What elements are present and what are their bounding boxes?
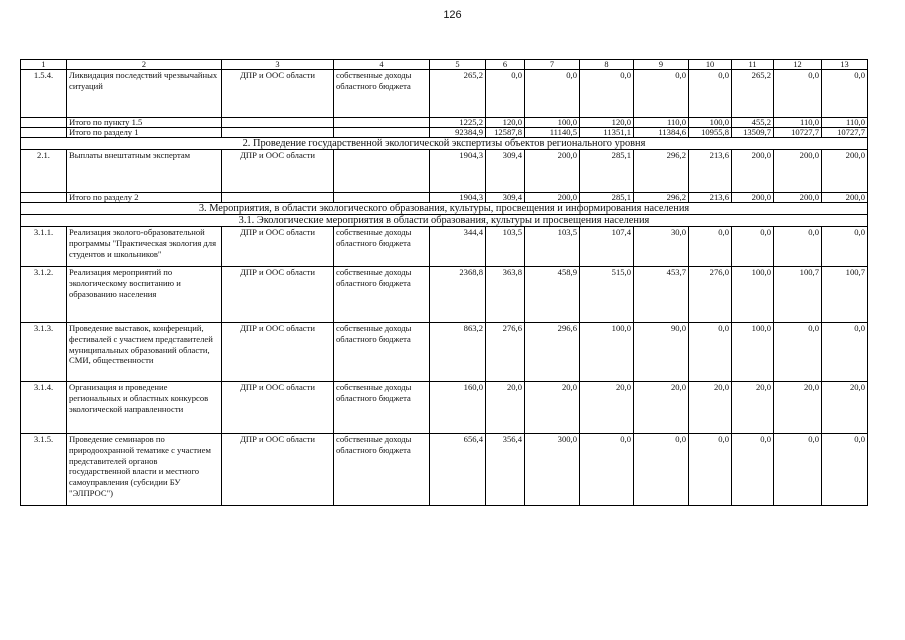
amount-cell: 100,0 (732, 323, 774, 382)
table-row (21, 382, 868, 434)
amount-cell: 160,0 (430, 382, 486, 434)
amount-cell: 300,0 (525, 434, 580, 506)
total-value: 1225,2 (430, 118, 486, 128)
amount-cell: 200,0 (525, 150, 580, 193)
total-value: 110,0 (822, 118, 868, 128)
empty-cell (21, 128, 67, 138)
section-heading-row (21, 203, 868, 215)
amount-cell: 103,5 (525, 227, 580, 267)
section-heading-row (21, 138, 868, 150)
table-row (21, 267, 868, 323)
amount-cell: 458,9 (525, 267, 580, 323)
amount-cell: 103,5 (486, 227, 525, 267)
amount-cell: 213,6 (689, 150, 732, 193)
amount-cell: 20,0 (689, 382, 732, 434)
total-label: Итого по разделу 2 (67, 193, 222, 203)
amount-cell: 100,7 (822, 267, 868, 323)
amount-cell: 0,0 (689, 70, 732, 118)
amount-cell: 0,0 (580, 70, 634, 118)
total-value: 120,0 (580, 118, 634, 128)
total-value: 455,2 (732, 118, 774, 128)
item-name: Ликвидация последствий чрезвычайных ситуаций (67, 70, 222, 118)
amount-cell: 0,0 (822, 70, 868, 118)
table-header-row (21, 60, 868, 70)
total-value: 11140,5 (525, 128, 580, 138)
amount-cell: 100,0 (580, 323, 634, 382)
responsible-party: ДПР и ООС области (222, 70, 334, 118)
amount-cell: 265,2 (732, 70, 774, 118)
funding-source: собственные доходы областного бюджета (334, 323, 430, 382)
amount-cell: 20,0 (486, 382, 525, 434)
page-number: 126 (443, 9, 462, 21)
responsible-party: ДПР и ООС области (222, 434, 334, 506)
item-name: Проведение выставок, конференций, фестивалей с участием представителей муниципальных образований области, СМИ, общественности (67, 323, 222, 382)
amount-cell: 200,0 (774, 150, 822, 193)
amount-cell: 0,0 (822, 323, 868, 382)
funding-source: собственные доходы областного бюджета (334, 434, 430, 506)
item-code: 2.1. (21, 150, 67, 193)
funding-source (334, 150, 430, 193)
table-row (21, 434, 868, 506)
total-row (21, 118, 868, 128)
column-header: 13 (822, 60, 868, 70)
responsible-party: ДПР и ООС области (222, 227, 334, 267)
total-value: 110,0 (634, 118, 689, 128)
total-value: 10727,7 (774, 128, 822, 138)
total-value: 100,0 (689, 118, 732, 128)
amount-cell: 1904,3 (430, 150, 486, 193)
total-label: Итого по разделу 1 (67, 128, 222, 138)
item-code: 3.1.2. (21, 267, 67, 323)
amount-cell: 863,2 (430, 323, 486, 382)
amount-cell: 0,0 (634, 434, 689, 506)
amount-cell: 453,7 (634, 267, 689, 323)
empty-cell (334, 193, 430, 203)
amount-cell: 0,0 (774, 323, 822, 382)
total-value: 200,0 (525, 193, 580, 203)
total-value: 92384,9 (430, 128, 486, 138)
total-row (21, 193, 868, 203)
column-header: 1 (21, 60, 67, 70)
amount-cell: 20,0 (822, 382, 868, 434)
section-heading-row (21, 215, 868, 227)
funding-source: собственные доходы областного бюджета (334, 267, 430, 323)
column-header: 5 (430, 60, 486, 70)
empty-cell (222, 193, 334, 203)
total-value: 296,2 (634, 193, 689, 203)
responsible-party: ДПР и ООС области (222, 150, 334, 193)
item-name: Реализация мероприятий по экологическому воспитанию и образованию населения (67, 267, 222, 323)
total-value: 200,0 (822, 193, 868, 203)
amount-cell: 0,0 (525, 70, 580, 118)
amount-cell: 0,0 (732, 227, 774, 267)
section-title: 3.1. Экологические мероприятия в области образования, культуры и просвещения населения (21, 215, 868, 227)
item-code: 3.1.5. (21, 434, 67, 506)
amount-cell: 30,0 (634, 227, 689, 267)
empty-cell (21, 118, 67, 128)
amount-cell: 200,0 (822, 150, 868, 193)
amount-cell: 356,4 (486, 434, 525, 506)
amount-cell: 309,4 (486, 150, 525, 193)
amount-cell: 90,0 (634, 323, 689, 382)
amount-cell: 0,0 (774, 227, 822, 267)
total-value: 200,0 (774, 193, 822, 203)
total-value: 110,0 (774, 118, 822, 128)
column-header: 12 (774, 60, 822, 70)
amount-cell: 0,0 (580, 434, 634, 506)
amount-cell: 296,2 (634, 150, 689, 193)
item-code: 3.1.1. (21, 227, 67, 267)
total-value: 10727,7 (822, 128, 868, 138)
empty-cell (21, 193, 67, 203)
total-value: 200,0 (732, 193, 774, 203)
total-value: 1904,3 (430, 193, 486, 203)
amount-cell: 296,6 (525, 323, 580, 382)
column-header: 10 (689, 60, 732, 70)
item-name: Реализация эколого-образовательной программы "Практическая экология для студентов и школьников" (67, 227, 222, 267)
table-row (21, 323, 868, 382)
item-code: 1.5.4. (21, 70, 67, 118)
amount-cell: 20,0 (732, 382, 774, 434)
responsible-party: ДПР и ООС области (222, 382, 334, 434)
column-header: 9 (634, 60, 689, 70)
total-value: 213,6 (689, 193, 732, 203)
funding-source: собственные доходы областного бюджета (334, 382, 430, 434)
empty-cell (222, 118, 334, 128)
amount-cell: 0,0 (822, 434, 868, 506)
total-row (21, 128, 868, 138)
item-name: Организация и проведение региональных и областных конкурсов экологической направленности (67, 382, 222, 434)
table-row (21, 70, 868, 118)
empty-cell (334, 118, 430, 128)
column-header: 7 (525, 60, 580, 70)
amount-cell: 656,4 (430, 434, 486, 506)
amount-cell: 276,0 (689, 267, 732, 323)
item-name: Проведение семинаров по природоохранной тематике с участием представителей органов государственной власти и местного самоуправления (субсидии БУ "ЭЛПРОС") (67, 434, 222, 506)
amount-cell: 100,0 (732, 267, 774, 323)
total-value: 309,4 (486, 193, 525, 203)
amount-cell: 0,0 (689, 227, 732, 267)
section-title: 2. Проведение государственной экологической экспертизы объектов регионального уровня (21, 138, 868, 150)
amount-cell: 0,0 (689, 323, 732, 382)
amount-cell: 2368,8 (430, 267, 486, 323)
column-header: 2 (67, 60, 222, 70)
column-header: 3 (222, 60, 334, 70)
amount-cell: 20,0 (774, 382, 822, 434)
amount-cell: 265,2 (430, 70, 486, 118)
table-row (21, 227, 868, 267)
total-value: 13509,7 (732, 128, 774, 138)
empty-cell (334, 128, 430, 138)
amount-cell: 200,0 (732, 150, 774, 193)
amount-cell: 20,0 (634, 382, 689, 434)
item-name: Выплаты внештатным экспертам (67, 150, 222, 193)
responsible-party: ДПР и ООС области (222, 323, 334, 382)
total-value: 11384,6 (634, 128, 689, 138)
amount-cell: 20,0 (580, 382, 634, 434)
amount-cell: 0,0 (634, 70, 689, 118)
amount-cell: 285,1 (580, 150, 634, 193)
amount-cell: 276,6 (486, 323, 525, 382)
amount-cell: 100,7 (774, 267, 822, 323)
item-code: 3.1.4. (21, 382, 67, 434)
amount-cell: 107,4 (580, 227, 634, 267)
amount-cell: 20,0 (525, 382, 580, 434)
amount-cell: 0,0 (732, 434, 774, 506)
table-row (21, 150, 868, 193)
total-label: Итого по пункту 1.5 (67, 118, 222, 128)
responsible-party: ДПР и ООС области (222, 267, 334, 323)
amount-cell: 515,0 (580, 267, 634, 323)
total-value: 100,0 (525, 118, 580, 128)
column-header: 4 (334, 60, 430, 70)
section-title: 3. Мероприятия, в области экологического образования, культуры, просвещения и информирования населения (21, 203, 868, 215)
item-code: 3.1.3. (21, 323, 67, 382)
total-value: 120,0 (486, 118, 525, 128)
amount-cell: 344,4 (430, 227, 486, 267)
total-value: 10955,8 (689, 128, 732, 138)
total-value: 12587,8 (486, 128, 525, 138)
amount-cell: 363,8 (486, 267, 525, 323)
amount-cell: 0,0 (689, 434, 732, 506)
amount-cell: 0,0 (486, 70, 525, 118)
column-header: 11 (732, 60, 774, 70)
total-value: 11351,1 (580, 128, 634, 138)
empty-cell (222, 128, 334, 138)
column-header: 8 (580, 60, 634, 70)
amount-cell: 0,0 (774, 434, 822, 506)
column-header: 6 (486, 60, 525, 70)
budget-table (20, 59, 868, 506)
amount-cell: 0,0 (774, 70, 822, 118)
total-value: 285,1 (580, 193, 634, 203)
amount-cell: 0,0 (822, 227, 868, 267)
funding-source: собственные доходы областного бюджета (334, 70, 430, 118)
funding-source: собственные доходы областного бюджета (334, 227, 430, 267)
